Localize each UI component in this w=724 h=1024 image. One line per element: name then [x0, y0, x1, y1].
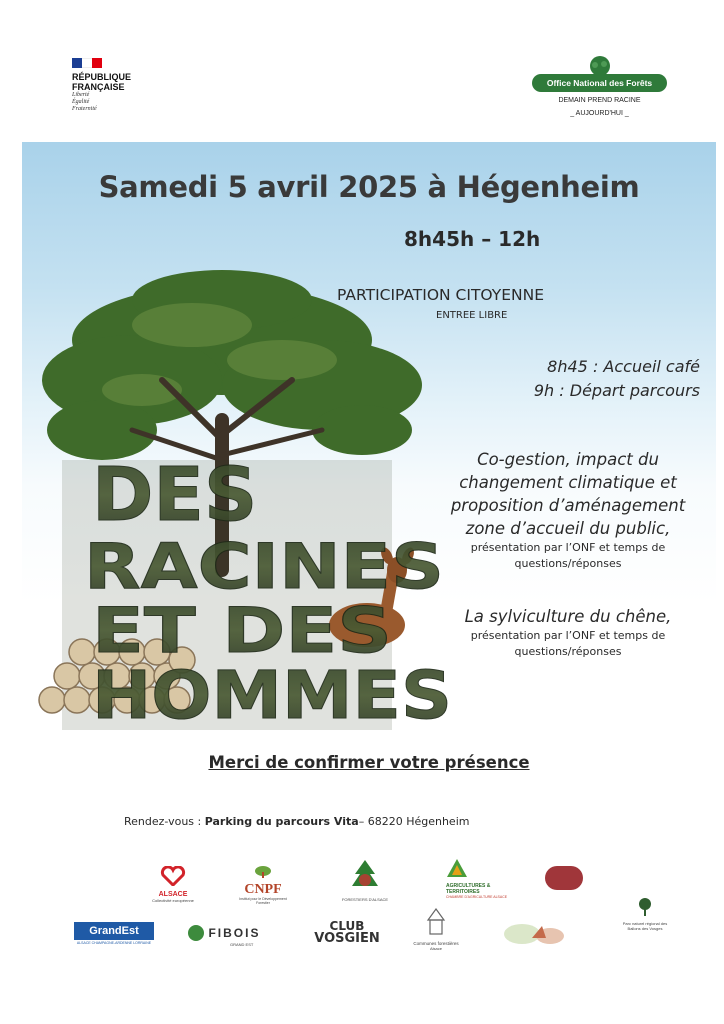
communes-sub: Alsace — [429, 946, 442, 951]
communes-forestieres-logo — [408, 908, 464, 951]
event-date: Samedi 5 avril 2025 à Hégenheim — [98, 170, 640, 204]
onf-logo — [532, 56, 667, 118]
confirm-text: Merci de confirmer votre présence — [208, 753, 530, 772]
schedule — [440, 355, 700, 403]
rf-motto1: Liberté — [72, 92, 90, 98]
title-line-1: DES — [92, 452, 258, 538]
schedule-item: 8h45 : Accueil café — [547, 357, 700, 376]
agri-name: AGRICULTURES & TERRITOIRES — [446, 883, 491, 895]
topic1-line: proposition d’aménagement — [450, 496, 686, 515]
rf-motto2: Égalité — [72, 99, 90, 105]
alsace-logo — [148, 866, 198, 903]
topic2-line: La sylviculture du chêne, — [464, 607, 672, 626]
french-flag-icon — [72, 58, 102, 68]
rdv-rest: – 68220 Hégenheim — [358, 815, 470, 828]
title-line-4: HOMMES — [92, 657, 453, 734]
cnpf-leaf-icon — [253, 864, 273, 878]
fibois-icon — [188, 925, 204, 941]
red-partner-logo — [545, 866, 583, 890]
rdv-place: Parking du parcours Vita — [204, 815, 359, 828]
onf-tree-icon — [587, 56, 613, 78]
fibois-name: FIBOIS — [208, 925, 261, 940]
topic2-sub: présentation par l’ONF et temps de — [470, 629, 666, 642]
forestiers-name: FORESTIERS D'ALSACE — [341, 897, 389, 902]
event-title — [56, 452, 456, 742]
entree-libre-label: ENTREE LIBRE — [436, 310, 508, 321]
cnpf-sub: Institut pour le Développement Forestier — [239, 897, 287, 905]
topic1-line: Co-gestion, impact du — [477, 450, 659, 469]
onf-name: Office National des Forêts — [532, 74, 667, 92]
grandest-sub: ALSACE CHAMPAGNE-ARDENNE LORRAINE — [76, 941, 152, 945]
rf-line1: RÉPUBLIQUE — [72, 72, 132, 82]
agri-sub: CHAMBRE D'AGRICULTURE ALSACE — [446, 895, 508, 899]
rendez-vous — [124, 815, 469, 828]
topic1-line: changement climatique et — [459, 473, 677, 492]
chamber-a-icon — [446, 858, 468, 878]
fir-tree-icon — [349, 858, 381, 892]
agricultures-territoires-logo — [446, 858, 518, 899]
alsace-name: ALSACE — [158, 891, 188, 898]
parc-name: Parc naturel régional des Ballons des Vosges — [622, 921, 668, 931]
grandest-name: GrandEst — [74, 922, 154, 940]
event-hours: 8h45h – 12h — [404, 227, 541, 251]
forestiers-alsace-logo — [340, 858, 390, 902]
fibois-logo — [188, 924, 270, 947]
parc-tree-icon — [638, 898, 652, 916]
fibois-sub: GRAND EST — [230, 942, 254, 947]
topic1-sub: présentation par l’ONF et temps de — [470, 541, 666, 554]
cnpf-logo — [236, 864, 290, 905]
schedule-item: 9h : Départ parcours — [533, 381, 700, 400]
church-icon — [425, 908, 447, 936]
title-line-3: ET DES — [92, 594, 392, 667]
participation-label: PARTICIPATION CITOYENNE — [337, 286, 545, 304]
club-name2: VOSGIEN — [314, 931, 380, 946]
hegenheim-illustration-logo — [502, 916, 572, 950]
grand-est-logo — [74, 922, 154, 945]
title-line-2: RACINES — [84, 530, 444, 603]
communes-name: Communes forestières — [413, 941, 459, 946]
topic-cogestion — [420, 448, 716, 572]
topic1-line: zone d’accueil du public, — [465, 519, 671, 538]
rdv-label: Rendez-vous : — [124, 815, 205, 828]
rf-line2: FRANÇAISE — [72, 82, 125, 92]
club-name1: CLUB — [329, 919, 365, 933]
club-vosgien-logo — [306, 920, 388, 946]
topic-sylviculture — [420, 605, 716, 660]
rf-motto3: Fraternité — [72, 106, 97, 112]
cnpf-name: CNPF — [244, 882, 282, 897]
alsace-sub: Collectivité européenne — [152, 898, 194, 903]
republique-francaise-logo — [72, 58, 172, 113]
onf-tagline1: DEMAIN PREND RACINE — [558, 97, 641, 104]
topic2-sub: questions/réponses — [514, 645, 622, 658]
parc-ballons-vosges-logo — [620, 898, 670, 931]
alsace-heart-icon — [160, 866, 186, 886]
confirm-presence — [22, 753, 716, 772]
topic1-sub: questions/réponses — [514, 557, 622, 570]
onf-tagline2: _ AUJOURD'HUI _ — [570, 110, 629, 117]
